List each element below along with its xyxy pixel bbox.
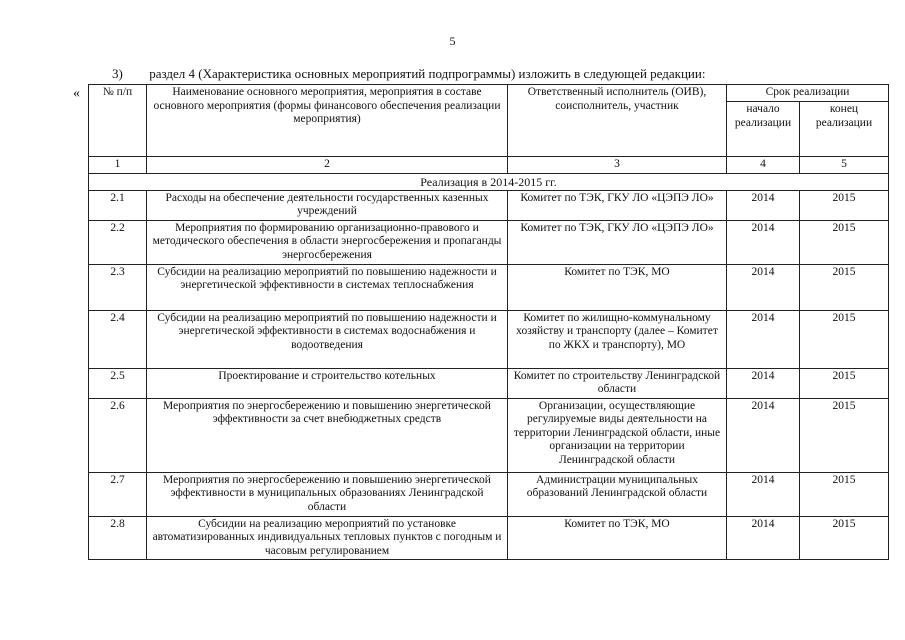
col-number: 5 <box>800 157 889 174</box>
col-number: 3 <box>508 157 727 174</box>
row-start-year: 2014 <box>727 190 800 220</box>
row-end-year: 2015 <box>800 368 889 398</box>
row-end-year: 2015 <box>800 264 889 310</box>
table-row <box>89 190 889 220</box>
header-executor: Ответственный исполнитель (ОИВ), соисполнитель, участник <box>508 85 727 157</box>
row-number: 2.2 <box>89 220 147 264</box>
row-end-year: 2015 <box>800 310 889 368</box>
row-name: Расходы на обеспечение деятельности государственных казенных учреждений <box>147 190 508 220</box>
column-numbers-row <box>89 157 889 174</box>
row-name: Субсидии на реализацию мероприятий по повышению надежности и энергетической эффективности в системах водоснабжения и водоотведения <box>147 310 508 368</box>
row-number: 2.8 <box>89 516 147 560</box>
row-number: 2.6 <box>89 398 147 472</box>
row-end-year: 2015 <box>800 472 889 516</box>
header-start: начало реализации <box>727 102 800 157</box>
col-number: 4 <box>727 157 800 174</box>
header-end: конец реализации <box>800 102 889 157</box>
col-number: 2 <box>147 157 508 174</box>
table-row <box>89 398 889 472</box>
header-name: Наименование основного мероприятия, мероприятия в составе основного мероприятия (формы финансового обеспечения реализации мероприятия) <box>147 85 508 157</box>
row-executor: Комитет по ТЭК, МО <box>508 516 727 560</box>
row-start-year: 2014 <box>727 516 800 560</box>
page-number: 5 <box>449 34 456 48</box>
row-start-year: 2014 <box>727 310 800 368</box>
intro-line <box>112 66 705 82</box>
row-end-year: 2015 <box>800 220 889 264</box>
section-row <box>89 173 889 190</box>
row-number: 2.4 <box>89 310 147 368</box>
row-end-year: 2015 <box>800 516 889 560</box>
table-row <box>89 264 889 310</box>
row-name: Мероприятия по энергосбережению и повышению энергетической эффективности в муниципальных образованиях Ленинградской области <box>147 472 508 516</box>
row-executor: Комитет по ТЭК, ГКУ ЛО «ЦЭПЭ ЛО» <box>508 220 727 264</box>
table-row <box>89 472 889 516</box>
opening-quote: « <box>73 86 80 101</box>
row-start-year: 2014 <box>727 368 800 398</box>
col-number: 1 <box>89 157 147 174</box>
row-number: 2.5 <box>89 368 147 398</box>
table-row <box>89 516 889 560</box>
row-start-year: 2014 <box>727 472 800 516</box>
row-start-year: 2014 <box>727 264 800 310</box>
row-name: Проектирование и строительство котельных <box>147 368 508 398</box>
header-period: Срок реализации <box>727 85 889 102</box>
row-start-year: 2014 <box>727 220 800 264</box>
row-end-year: 2015 <box>800 398 889 472</box>
intro-number: 3) <box>112 66 123 81</box>
row-executor: Комитет по ТЭК, ГКУ ЛО «ЦЭПЭ ЛО» <box>508 190 727 220</box>
row-executor: Комитет по жилищно-коммунальному хозяйству и транспорту (далее – Комитет по ЖКХ и транспорту), МО <box>508 310 727 368</box>
row-name: Мероприятия по энергосбережению и повышению энергетической эффективности за счет внебюджетных средств <box>147 398 508 472</box>
row-executor: Администрации муниципальных образований Ленинградской области <box>508 472 727 516</box>
row-number: 2.7 <box>89 472 147 516</box>
row-name: Субсидии на реализацию мероприятий по повышению надежности и энергетической эффективности в системах теплоснабжения <box>147 264 508 310</box>
row-number: 2.1 <box>89 190 147 220</box>
row-name: Мероприятия по формированию организационно-правового и методического обеспечения в области энергосбережения и пропаганды энергосбережения <box>147 220 508 264</box>
row-executor: Комитет по строительству Ленинградской области <box>508 368 727 398</box>
table-row <box>89 368 889 398</box>
intro-text: раздел 4 (Характеристика основных мероприятий подпрограммы) изложить в следующей редакции: <box>149 66 706 81</box>
table-row <box>89 310 889 368</box>
row-end-year: 2015 <box>800 190 889 220</box>
row-name: Субсидии на реализацию мероприятий по установке автоматизированных индивидуальных тепловых пунктов с погодным и часовым регулированием <box>147 516 508 560</box>
row-number: 2.3 <box>89 264 147 310</box>
row-executor: Комитет по ТЭК, МО <box>508 264 727 310</box>
table-row <box>89 220 889 264</box>
header-row <box>89 85 889 102</box>
section-title: Реализация в 2014-2015 гг. <box>89 173 889 190</box>
activities-table <box>88 84 889 560</box>
row-start-year: 2014 <box>727 398 800 472</box>
header-num: № п/п <box>89 85 147 157</box>
row-executor: Организации, осуществляющие регулируемые виды деятельности на территории Ленинградской области, иные организации на территории Ленинградской области <box>508 398 727 472</box>
